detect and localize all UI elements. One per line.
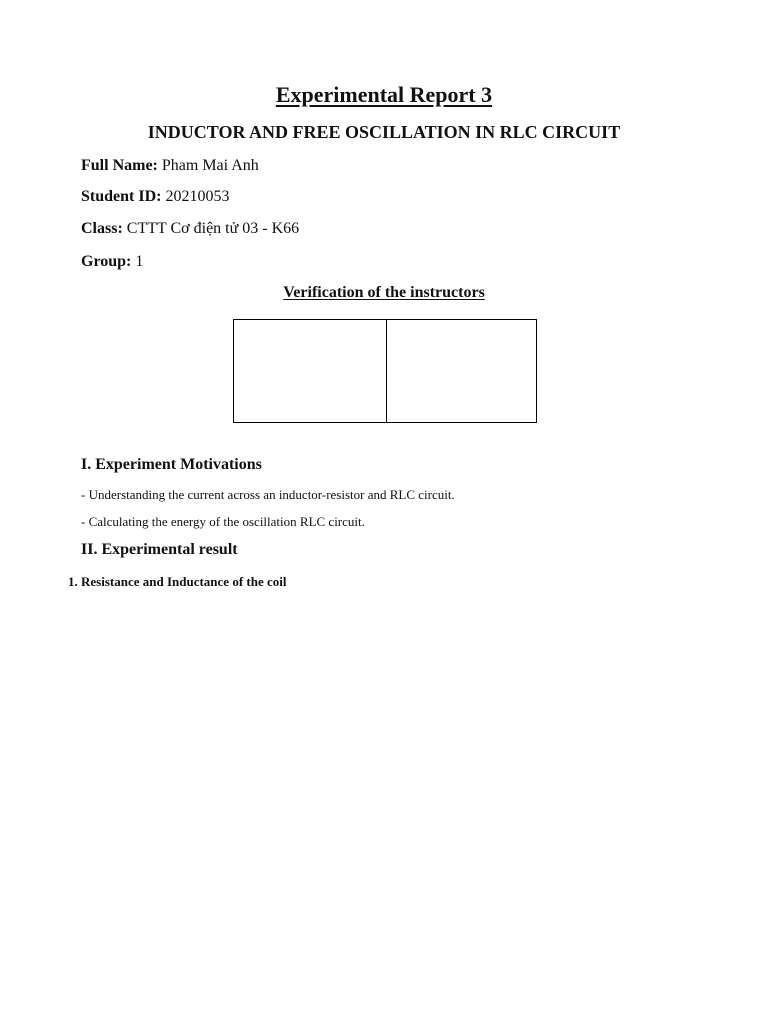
class-value: CTTT Cơ điện tử 03 - K66 (126, 220, 300, 237)
class-label: Class: (81, 220, 123, 237)
student-id-value: 20210053 (165, 188, 230, 205)
student-id-line (81, 188, 229, 206)
verification-cell-right (387, 320, 536, 422)
report-subtitle: INDUCTOR AND FREE OSCILLATION IN RLC CIRCUIT (147, 122, 621, 142)
verification-heading: Verification of the instructors (283, 284, 485, 301)
section-motivations-heading: I. Experiment Motivations (81, 456, 262, 473)
group-line (81, 253, 143, 271)
subsection-resistance-inductance: 1. Resistance and Inductance of the coil (68, 574, 287, 589)
verification-cell-left (234, 320, 387, 422)
full-name-label: Full Name: (81, 157, 158, 174)
full-name-value: Pham Mai Anh (161, 157, 259, 174)
motivation-item: - Calculating the energy of the oscillation RLC circuit. (81, 514, 365, 529)
full-name-line (81, 157, 259, 175)
report-title: Experimental Report 3 (275, 82, 493, 107)
verification-table (233, 319, 537, 423)
group-value: 1 (135, 253, 144, 270)
section-results-heading: II. Experimental result (81, 541, 238, 558)
class-line (81, 220, 299, 238)
motivation-item: - Understanding the current across an inductor-resistor and RLC circuit. (81, 487, 455, 502)
group-label: Group: (81, 253, 132, 270)
student-id-label: Student ID: (81, 188, 162, 205)
